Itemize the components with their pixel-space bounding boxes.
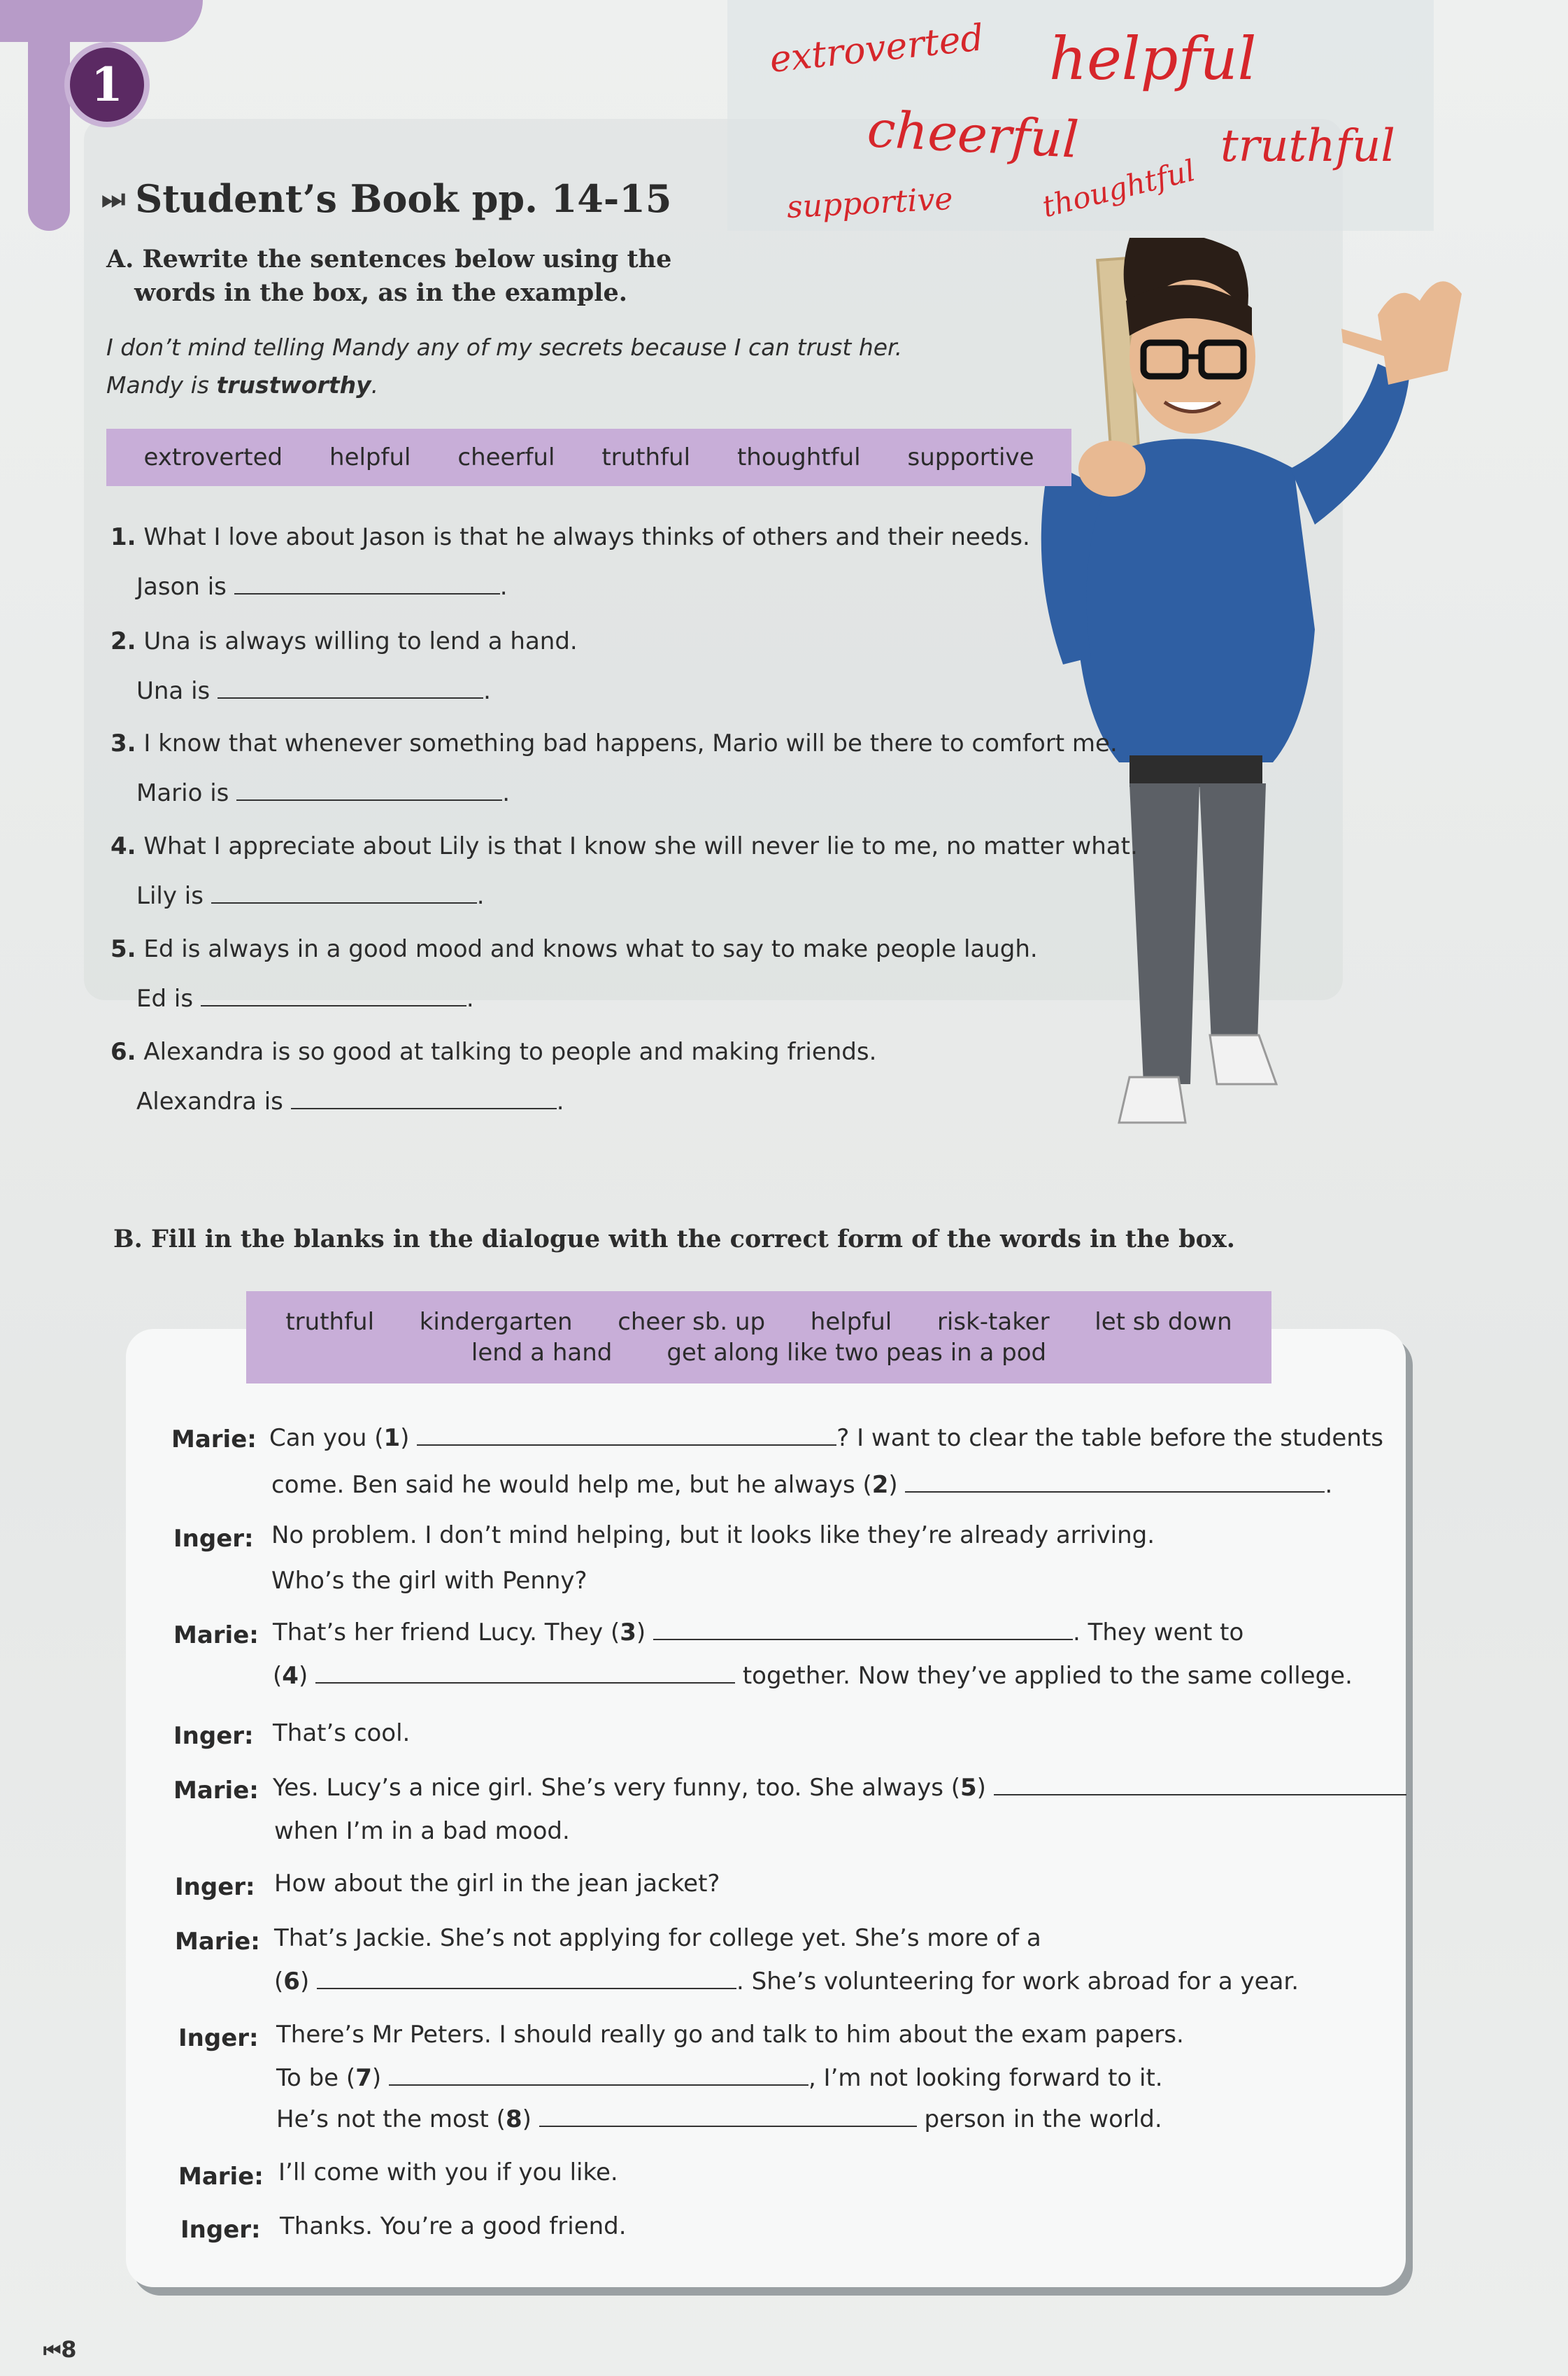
example-sentence: I don’t mind telling Mandy any of my secrets because I can trust her. (106, 334, 903, 361)
dialogue-text: ) (976, 1774, 986, 1802)
item-text: What I appreciate about Lily is that I know she will never lie to me, no matter what. (143, 832, 1138, 860)
speaker-label: Inger: (173, 1722, 254, 1750)
blank-number: 5 (960, 1774, 977, 1802)
item-number: 6. (111, 1038, 136, 1066)
item-number: 5. (111, 935, 136, 963)
example-answer-word: trustworthy (216, 371, 371, 399)
answer-period: . (466, 985, 474, 1013)
dialogue-line (276, 2063, 1163, 2092)
dialogue-text: ( (273, 1662, 283, 1690)
part-a-instruction-line-1: A. Rewrite the sentences below using the (106, 245, 672, 273)
part-a-instruction-line-2: words in the box, as in the example. (134, 278, 627, 307)
handwritten-word: supportive (785, 180, 954, 226)
word-box-item: get along like two peas in a pod (667, 1339, 1047, 1367)
item-number: 3. (111, 730, 136, 757)
answer-blank[interactable] (389, 2063, 808, 2086)
dialogue-text: ) (298, 1662, 308, 1690)
dialogue-text: Can you ( (269, 1424, 384, 1452)
page-number-text: 8 (61, 2336, 77, 2363)
item-number: 4. (111, 832, 136, 860)
answer-blank[interactable] (994, 1773, 1406, 1795)
section-title-text: Student’s Book pp. 14-15 (135, 176, 672, 221)
word-box-item: lend a hand (471, 1339, 613, 1367)
dialogue-line (273, 1661, 1353, 1690)
section-title (101, 176, 671, 221)
speaker-label: Inger: (173, 1525, 254, 1553)
dialogue-text: To be ( (276, 2064, 356, 2092)
dialogue-text: ) (888, 1471, 898, 1499)
word-box-item: kindergarten (419, 1308, 573, 1336)
handwritten-word: extroverted (767, 17, 986, 81)
part-a-example (106, 329, 902, 404)
part-a-instruction (106, 243, 671, 310)
speaker-label: Inger: (178, 2024, 259, 2052)
example-answer-suffix: . (371, 371, 379, 399)
answer-blank[interactable] (653, 1618, 1073, 1640)
dialogue-line: That’s Jackie. She’s not applying for college yet. She’s more of a (274, 1924, 1041, 1952)
part-a-word-box (106, 429, 1071, 486)
answer-blank[interactable] (539, 2105, 917, 2127)
answer-period: . (556, 1088, 564, 1116)
student-photo (1007, 238, 1553, 1126)
speaker-label: Inger: (175, 1873, 255, 1901)
item-text: Ed is always in a good mood and knows what to say to make people laugh. (143, 935, 1038, 963)
page-number (43, 2336, 76, 2363)
answer-blank[interactable] (905, 1470, 1325, 1493)
handwritten-word: thoughtful (1039, 152, 1199, 225)
speaker-label: Marie: (178, 2163, 264, 2191)
speaker-label: Marie: (175, 1928, 260, 1956)
answer-prefix: Una is (136, 677, 211, 705)
blank-number: 2 (871, 1471, 889, 1499)
dialogue-text: He’s not the most ( (276, 2105, 506, 2133)
blank-number: 1 (383, 1424, 401, 1452)
dialogue-line: There’s Mr Peters. I should really go and talk to him about the exam papers. (276, 2021, 1184, 2049)
word-box-item: risk-taker (936, 1308, 1050, 1336)
item-text: Una is always willing to lend a hand. (143, 627, 578, 655)
answer-blank[interactable] (218, 676, 483, 699)
handwritten-word: helpful (1049, 24, 1257, 93)
blank-number: 3 (620, 1619, 636, 1646)
answer-blank[interactable] (201, 984, 466, 1006)
word-box-item: cheer sb. up (618, 1308, 766, 1336)
handwritten-word: truthful (1220, 120, 1395, 172)
word-box-item: truthful (285, 1308, 375, 1336)
answer-period: . (476, 882, 485, 910)
answer-blank[interactable] (211, 881, 477, 904)
dialogue-text: together. Now they’ve applied to the same college. (742, 1662, 1353, 1690)
word-box-item: extroverted (143, 443, 283, 471)
answer-prefix: Ed is (136, 985, 194, 1013)
blank-number: 6 (283, 1968, 300, 1996)
dialogue-text: . She’s volunteering for work abroad for a year. (736, 1968, 1299, 1996)
word-box-item: helpful (329, 443, 411, 471)
word-box-item: truthful (601, 443, 691, 471)
part-b-instruction: B. Fill in the blanks in the dialogue with the correct form of the words in the box. (113, 1225, 1235, 1253)
word-box-item: cheerful (457, 443, 555, 471)
unit-banner-stem (28, 0, 70, 231)
handwritten-word: cheerful (866, 99, 1081, 169)
item-text: What I love about Jason is that he always thinks of others and their needs. (143, 523, 1030, 551)
answer-blank[interactable] (236, 778, 502, 801)
dialogue-line: No problem. I don’t mind helping, but it looks like they’re already arriving. (271, 1521, 1155, 1549)
answer-blank[interactable] (234, 572, 500, 595)
rewind-icon: ⏮ (43, 2339, 62, 2362)
part-a-item (111, 523, 1030, 601)
dialogue-line (274, 1967, 1299, 1996)
answer-blank[interactable] (315, 1661, 735, 1684)
answer-period: . (483, 677, 491, 705)
dialogue-line (271, 1470, 1332, 1499)
unit-number: 1 (91, 57, 123, 112)
part-a-item (111, 730, 1118, 807)
dialogue-text: person in the world. (924, 2105, 1162, 2133)
example-answer (106, 367, 902, 404)
blank-number: 8 (505, 2105, 522, 2133)
item-text: Alexandra is so good at talking to people and making friends. (143, 1038, 877, 1066)
dialogue-text: That’s her friend Lucy. They ( (273, 1619, 620, 1646)
item-number: 2. (111, 627, 136, 655)
part-a-item (111, 1038, 876, 1116)
dialogue-text: ) (400, 1424, 410, 1452)
dialogue-text: ) (522, 2105, 532, 2133)
part-b-word-box (246, 1291, 1271, 1383)
dialogue-text: . (1325, 1471, 1333, 1499)
blank-number: 7 (355, 2064, 372, 2092)
dialogue-line: I’ll come with you if you like. (278, 2158, 618, 2186)
part-a-item (111, 935, 1038, 1013)
dialogue-text: ? I want to clear the table before the students (836, 1424, 1383, 1452)
dialogue-line (269, 1423, 1383, 1452)
dialogue-line (273, 1773, 1406, 1802)
fast-forward-icon: ⏭ (101, 183, 126, 214)
dialogue-text: ) (299, 1968, 310, 1996)
dialogue-line: That’s cool. (273, 1719, 411, 1747)
dialogue-line (276, 2105, 1162, 2133)
dialogue-line: Who’s the girl with Penny? (271, 1567, 587, 1595)
speaker-label: Inger: (180, 2216, 261, 2244)
answer-blank[interactable] (317, 1967, 736, 1989)
word-box-item: thoughtful (736, 443, 861, 471)
speaker-label: Marie: (171, 1425, 257, 1453)
answer-blank[interactable] (291, 1087, 557, 1109)
item-number: 1. (111, 523, 136, 551)
answer-prefix: Jason is (136, 573, 227, 601)
dialogue-text: . They went to (1072, 1619, 1244, 1646)
answer-period: . (502, 779, 510, 807)
speaker-label: Marie: (173, 1777, 259, 1805)
example-answer-prefix: Mandy is (106, 371, 217, 399)
dialogue-text: come. Ben said he would help me, but he always ( (271, 1471, 872, 1499)
answer-prefix: Lily is (136, 882, 204, 910)
unit-number-badge (64, 42, 150, 127)
dialogue-text: , I’m not looking forward to it. (808, 2064, 1163, 2092)
dialogue-line: Thanks. You’re a good friend. (280, 2212, 627, 2240)
dialogue-text: ) (371, 2064, 382, 2092)
word-box-item: helpful (810, 1308, 892, 1336)
answer-period: . (499, 573, 508, 601)
dialogue-line: How about the girl in the jean jacket? (274, 1870, 720, 1898)
answer-blank[interactable] (417, 1423, 836, 1446)
word-box-item: let sb down (1095, 1308, 1232, 1336)
word-box-item: supportive (907, 443, 1034, 471)
speaker-label: Marie: (173, 1621, 259, 1649)
dialogue-line (273, 1618, 1243, 1646)
answer-prefix: Mario is (136, 779, 229, 807)
part-a-item (111, 627, 578, 705)
item-text: I know that whenever something bad happens, Mario will be there to comfort me. (143, 730, 1118, 757)
dialogue-text: ) (636, 1619, 646, 1646)
dialogue-line: when I’m in a bad mood. (274, 1817, 570, 1845)
dialogue-text: ( (274, 1968, 284, 1996)
dialogue-text: Yes. Lucy’s a nice girl. She’s very funny, too. She always ( (273, 1774, 960, 1802)
blank-number: 4 (282, 1662, 299, 1690)
answer-prefix: Alexandra is (136, 1088, 283, 1116)
part-a-item (111, 832, 1138, 910)
